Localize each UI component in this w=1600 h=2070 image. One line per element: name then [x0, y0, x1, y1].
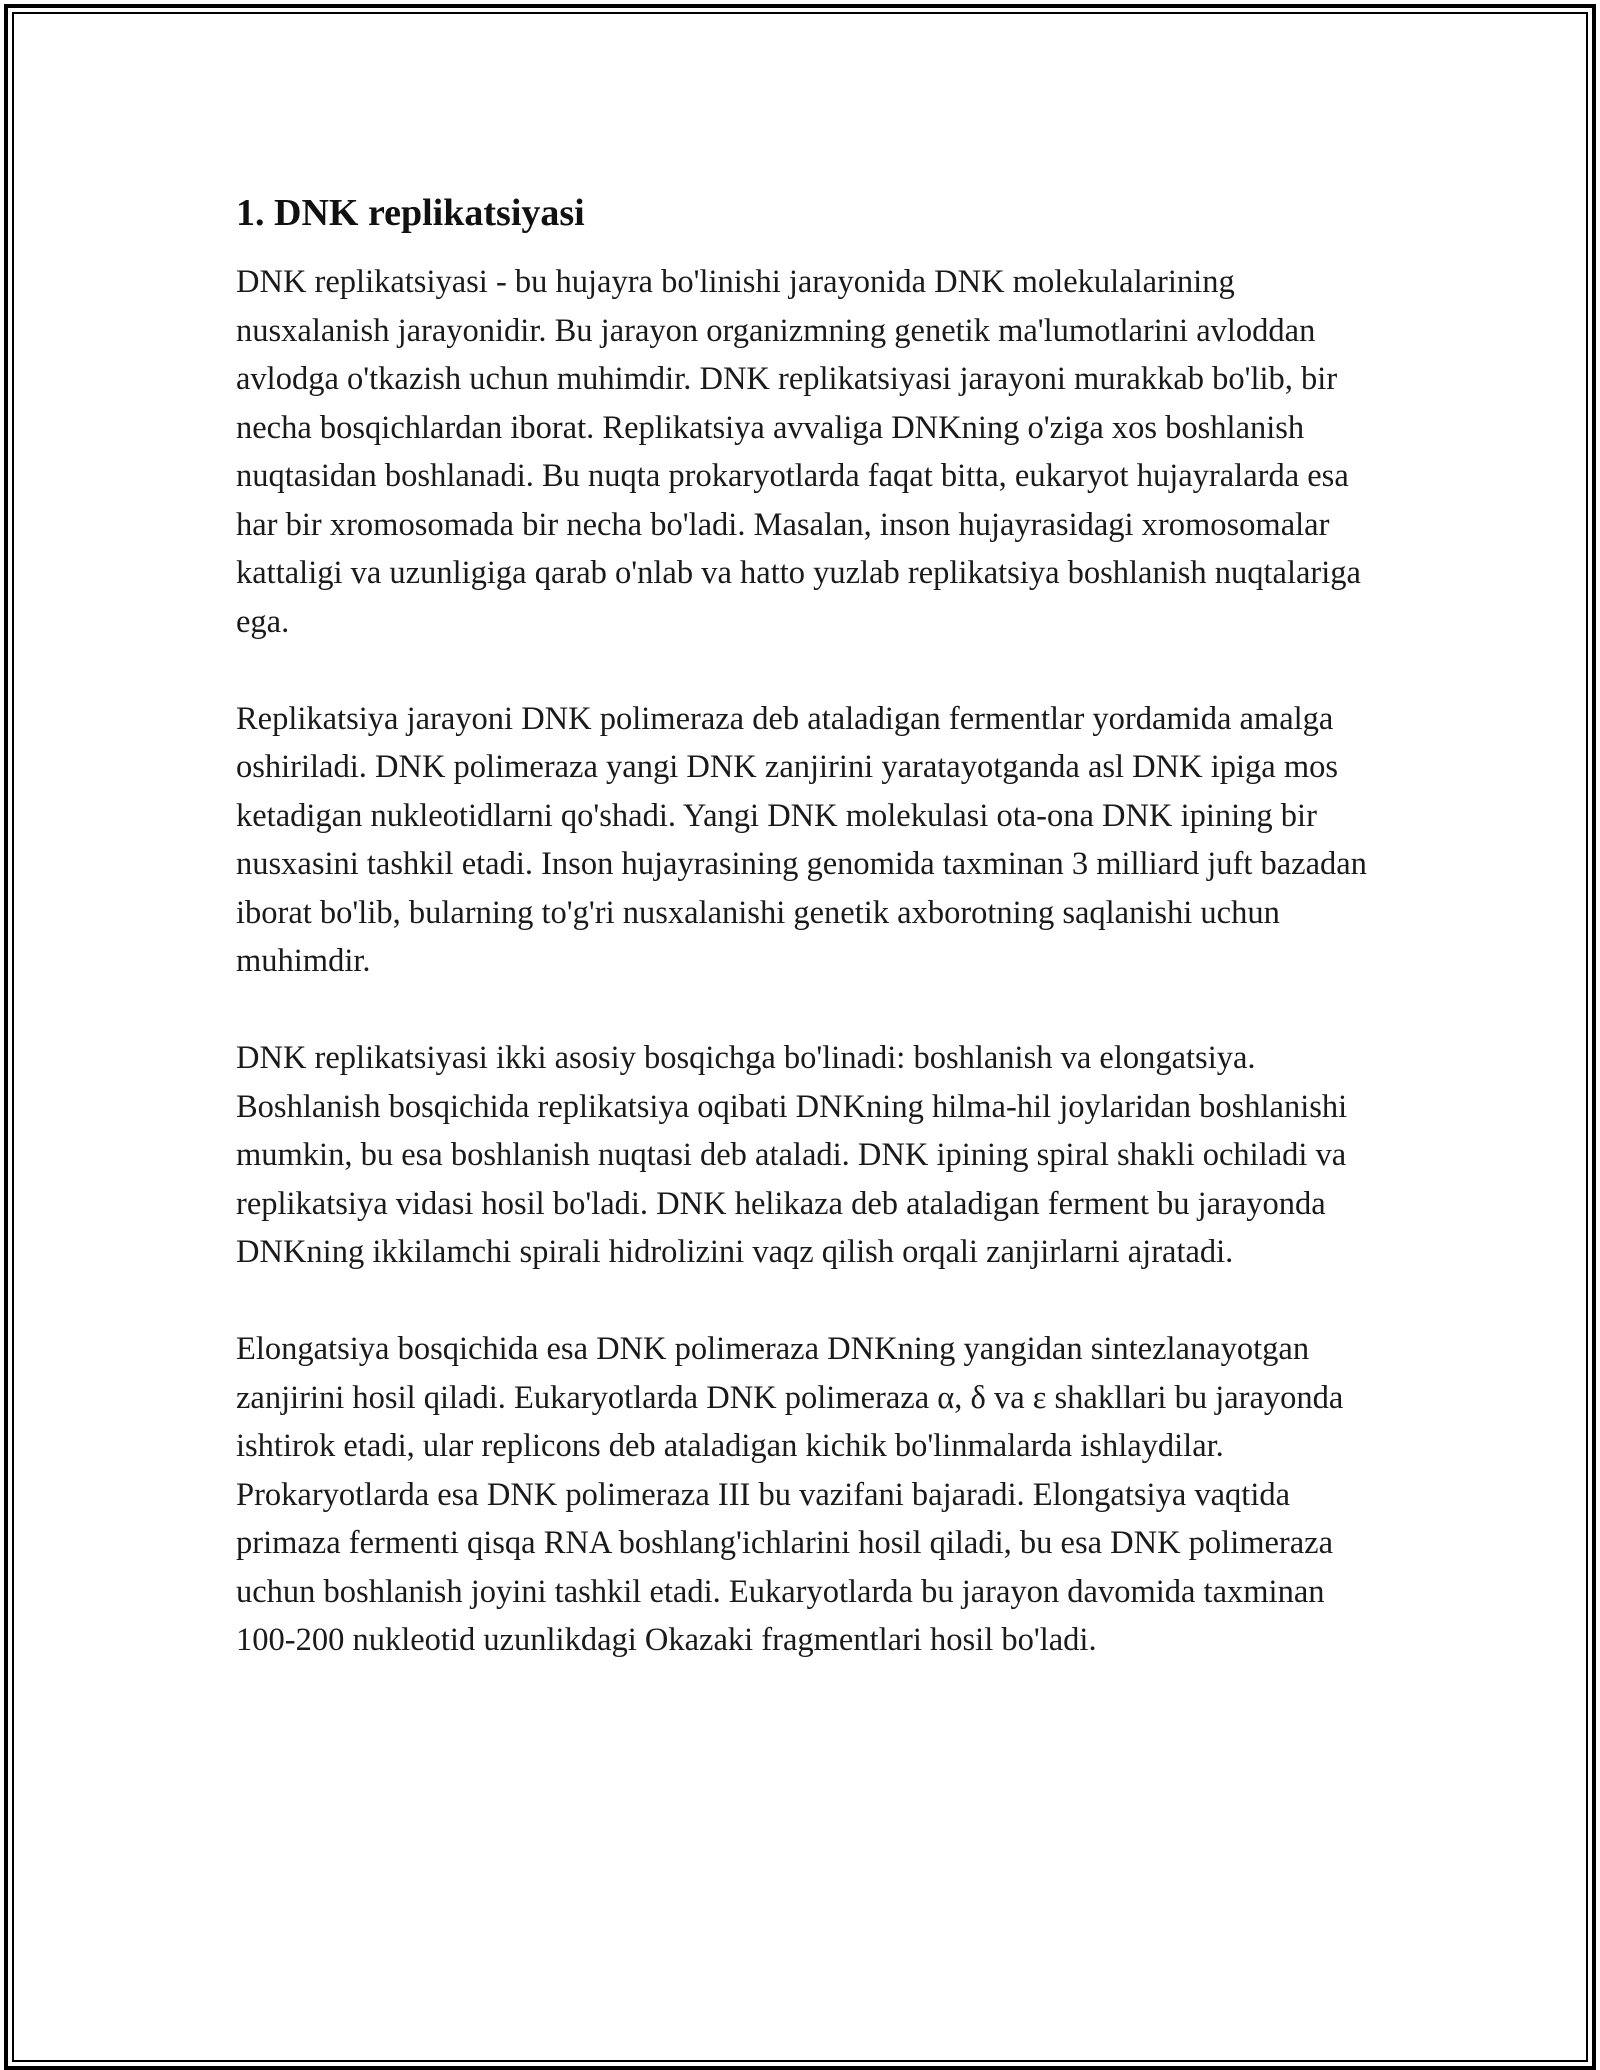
document-body — [236, 188, 1384, 1665]
paragraph-stages: DNK replikatsiyasi ikki asosiy bosqichga bo'linadi: boshlanish va elongatsiya. Boshlanish bosqichida replikatsiya oqibati DNKning hilma-hil joylaridan boshlanishi mumkin, bu esa boshlanish nuqtasi deb ataladi. DNK ipining spiral shakli ochiladi va replikatsiya vidasi hosil bo'ladi. DNK helikaza deb ataladigan ferment bu jarayonda DNKning ikkilamchi spirali hidrolizini vaqz qilish orqali zanjirlarni ajratadi. — [236, 1040, 1348, 1270]
paragraph-elongation: Elongatsiya bosqichida esa DNK polimeraza DNKning yangidan sintezlanayotgan zanjirini hosil qiladi. Eukaryotlarda DNK polimeraza α, δ va ε shakllari bu jarayonda ishtirok etadi, ular replicons deb ataladigan kichik bo'linmalarda ishlaydilar. Prokaryotlarda esa DNK polimeraza III bu vazifani bajaradi. Elongatsiya vaqtida primaza fermenti qisqa RNA boshlang'ichlarini hosil qiladi, bu esa DNK polimeraza uchun boshlanish joyini tashkil etadi. Eukaryotlarda bu jarayon davomida taxminan 100-200 nukleotid uzunlikdagi Okazaki fragmentlari hosil bo'ladi. — [236, 1331, 1344, 1658]
section-title: 1. DNK replikatsiyasi — [236, 192, 585, 234]
paragraph-polymerase: Replikatsiya jarayoni DNK polimeraza deb ataladigan fermentlar yordamida amalga oshiriladi. DNK polimeraza yangi DNK zanjirini yaratayotganda asl DNK ipiga mos ketadigan nukleotidlarni qo'shadi. Yangi DNK molekulasi ota-ona DNK ipining bir nusxasini tashkil etadi. Inson hujayrasining genomida taxminan 3 milliard juft bazadan iborat bo'lib, bularning to'g'ri nusxalanishi genetik axborotning saqlanishi uchun muhimdir. — [236, 700, 1367, 979]
paragraph-intro: DNK replikatsiyasi - bu hujayra bo'linishi jarayonida DNK molekulalarining nusxalanish jarayonidir. Bu jarayon organizmning genetik ma'lumotlarini avloddan avlodga o'tkazish uchun muhimdir. DNK replikatsiyasi jarayoni murakkab bo'lib, bir necha bosqichlardan iborat. Replikatsiya avvaliga DNKning o'ziga xos boshlanish nuqtasidan boshlanadi. Bu nuqta prokaryotlarda faqat bitta, eukaryot hujayralarda esa har bir xromosomada bir necha bo'ladi. Masalan, inson hujayrasidagi xromosomalar kattaligi va uzunligiga qarab o'nlab va hatto yuzlab replikatsiya boshlanish nuqtalariga ega. — [236, 264, 1361, 640]
